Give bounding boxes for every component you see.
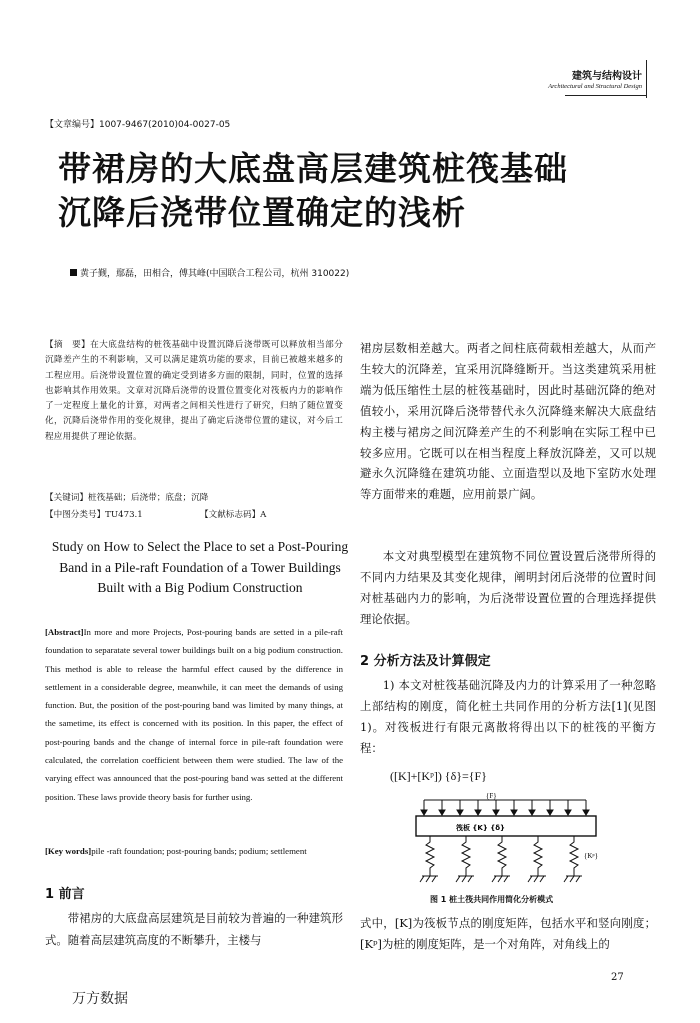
square-bullet-icon: [70, 269, 77, 276]
right-paragraph-4: 式中，[K]为筏板节点的刚度矩阵，包括水平和竖向刚度；[Kᵖ]为桩的刚度矩阵，是一个对角阵，对角线上的: [360, 916, 656, 951]
keywords-en: [45, 842, 343, 860]
keywords-cn: 【关键词】桩筏基础；后浇带；底盘；沉降: [45, 493, 209, 503]
header-vertical-rule: [646, 60, 647, 98]
header-horizontal-rule: [565, 95, 647, 96]
right-paragraph-3: 1) 本文对桩筏基础沉降及内力的计算采用了一种忽略上部结构的刚度，简化桩土共同作用的分析方法[1](见图 1)。对筏板进行有限元离散将得出以下的桩筏的平衡方程：: [360, 678, 656, 755]
document-code: 【文献标志码】A: [200, 510, 267, 520]
article-number: 【文章编号】1007-9467(2010)04-0027-05: [45, 120, 231, 130]
load-arrows: [421, 800, 589, 815]
article-title: [58, 147, 568, 235]
pile-springs: [426, 836, 578, 876]
keywords-en-text: pile -raft foundation; post-pouring bands; podium; settlement: [91, 846, 307, 856]
right-paragraph-1: 裙房层数相差越大。两者之间柱底荷载相差越大，从而产生较大的沉降差，宜采用沉降缝断开。当这类建筑采用桩端为低压缩性土层的桩筏基础时，因此时基础沉降的绝对值较小，采用沉降后浇带替代永久沉降缝来解决大底盘结构主楼与裙房之间沉降差产生的不利影响在实际工程中已较多应用。它既可以在相当程度上释放沉降差，又可以规避永久沉降缝在建筑功能、立面造型以及地下室防水处理等方面带来的难题，应用前景广阔。: [360, 341, 656, 502]
spring-label: {Kᵖ}: [584, 852, 598, 860]
abstract-cn: 【摘 要】在大底盘结构的桩筏基础中设置沉降后浇带既可以释放相当部分沉降差产生的不利影响，又可以满足建筑功能的要求，目前已被越来越多的工程应用。后浇带设置位置的确定受到诸多方面的限制，同时，位置的选择也影响其作用效果。文章对沉降后浇带的设置位置变化对筏板内力的影响作了一定程度上量化的计算，对两者之间相关性进行了研究，归纳了随位置变化，沉降后浇带作用的变化规律，提出了确定后浇带位置的建议，对今后工程应用提供了理论依据。: [45, 340, 343, 442]
figure-1-caption: 图 1 桩土筏共同作用简化分析模式: [430, 895, 554, 904]
right-paragraph-2: 本文对典型模型在建筑物不同位置设置后浇带所得的不同内力结果及其变化规律，阐明封闭后浇带的位置时间对桩基础内力的影响，为后浇带设置位置的合理选择提供理论依据。: [360, 549, 656, 626]
section-2-heading: 2 分析方法及计算假定: [360, 654, 491, 669]
section-1-paragraph: 带裙房的大底盘高层建筑是目前较为普遍的一种建筑形式。随着高层建筑高度的不断攀升，主楼与: [45, 911, 343, 947]
abstract-en: [45, 623, 343, 806]
title-en: Study on How to Select the Place to set a Post-Pouring Band in a Pile-raft Foundation of a Tower Buildings Built with a Big Podium Construction: [51, 539, 349, 595]
page-number: 27: [611, 972, 624, 983]
raft-plate: [416, 816, 596, 836]
load-label: {F}: [486, 792, 497, 800]
ground-supports: [420, 876, 582, 882]
title-line-1: 带裙房的大底盘高层建筑桩筏基础: [58, 149, 568, 188]
section-1-heading: 1 前言: [45, 887, 85, 902]
title-line-2: 沉降后浇带位置确定的浅析: [58, 193, 466, 232]
journal-name-cn: 建筑与结构设计: [572, 71, 642, 82]
authors-line: [70, 266, 349, 279]
watermark: 万方数据: [72, 991, 128, 1007]
figure-1-diagram: [400, 788, 620, 892]
raft-label: 筏板 {K} {δ}: [456, 824, 506, 832]
keywords-en-label: [Key words]: [45, 846, 92, 856]
equilibrium-equation: ([K]+[Kᵖ]) {δ}={F}: [390, 769, 487, 783]
abstract-en-text: In more and more Projects, Post-pouring bands are setted in a pile-raft foundation to separatate several tower buildings built on a big podium construction. This method is able to release the harmful effect caused by the difference in settlement in a considerable degree, meanwhile, it can meet the demands of using function. But, the position of the post-pouring band was limited by many things, at the sametime, its effect is concerned with its position. In this paper, the effect of post-pouring bands and the change of internal force in pile-raft foundation were calculated, the correlation coefficient between them were studied. The law of the varying effect was announced that the post-pouring band was setted at the different position. These laws provide theory basis for further using.: [45, 627, 343, 802]
abstract-en-label: [Abstract]: [45, 627, 84, 637]
authors-text: 黄子觐，鄢磊，田相合，傅其峰(中国联合工程公司，杭州 310022): [80, 269, 350, 279]
journal-name-en: Architectural and Structural Design: [548, 83, 642, 90]
classification-number: 【中图分类号】TU473.1: [45, 510, 143, 520]
